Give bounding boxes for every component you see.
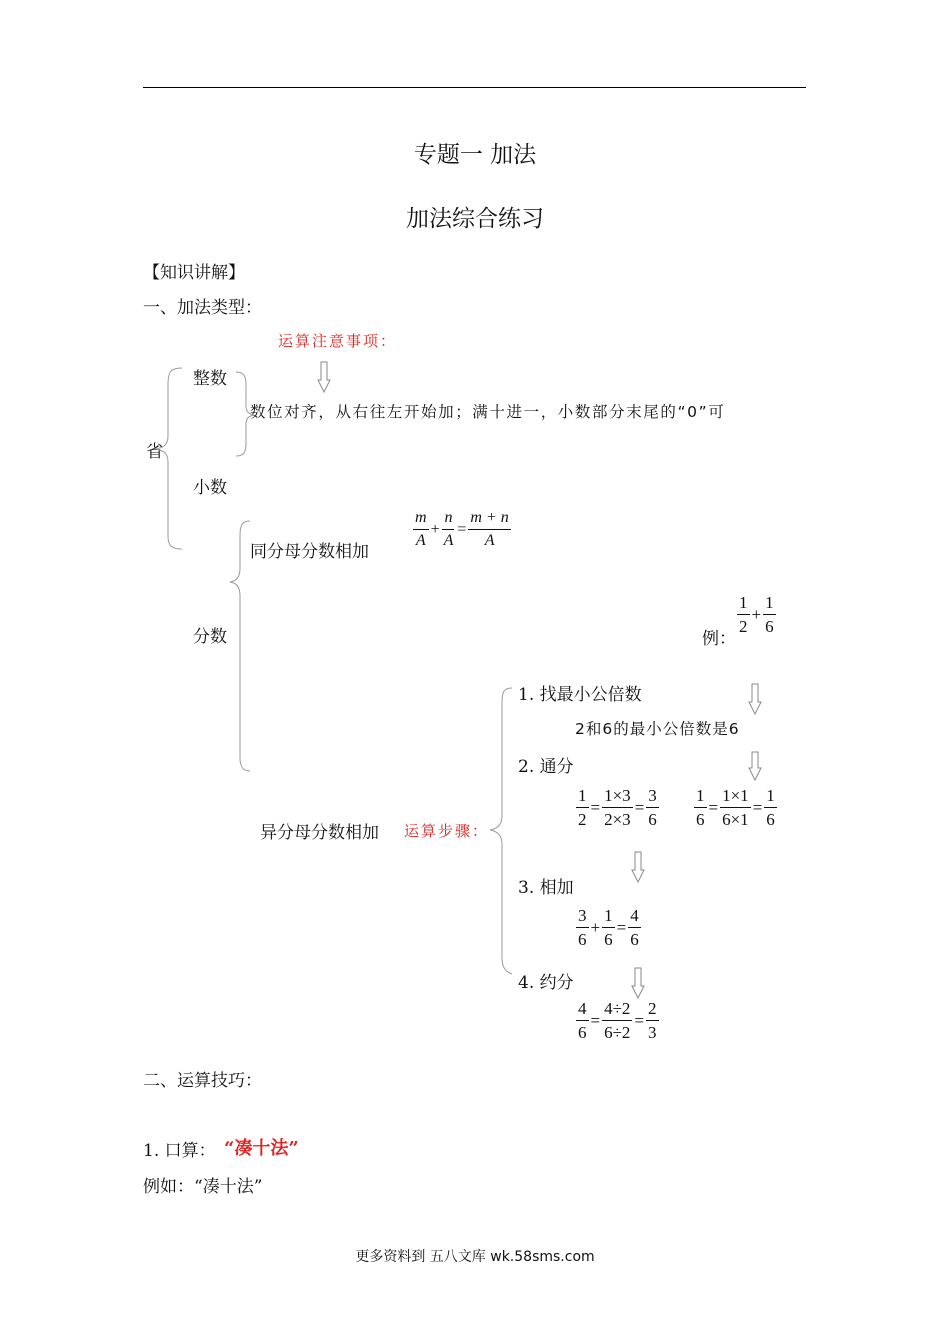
eq4-equals-1: = xyxy=(590,1010,601,1030)
eq2-b-den: 6×1 xyxy=(722,810,749,829)
formula-b-den: A xyxy=(443,532,454,549)
formula-a-num: m xyxy=(413,510,429,530)
eq3-b-den: 6 xyxy=(604,930,613,949)
step4-label: 4. 约分 xyxy=(518,973,574,993)
eq4-equals-2: = xyxy=(634,1010,645,1030)
eq1-equals-1: = xyxy=(590,797,601,817)
rule-text: 数位对齐，从右往左开始加；满十进一，小数部分末尾的“0”可 xyxy=(250,403,726,421)
omit-label: 省 xyxy=(146,442,163,462)
formula-equals: = xyxy=(457,520,467,538)
oral-calc-method: “凑十法” xyxy=(224,1138,299,1159)
formula-plus: + xyxy=(430,520,440,538)
eq3-a-den: 6 xyxy=(578,930,587,949)
heading-techniques: 二、运算技巧： xyxy=(143,1071,262,1091)
eq3-equals: = xyxy=(616,917,627,937)
fraction-brace xyxy=(230,521,250,771)
main-brace xyxy=(155,368,182,549)
example-plus: + xyxy=(751,604,762,624)
eq2-equals-2: = xyxy=(752,797,763,817)
eq3-a-num: 3 xyxy=(576,907,589,928)
eq1-b-num: 1×3 xyxy=(602,787,633,808)
step3-label: 3. 相加 xyxy=(518,878,574,898)
step1-detail: 2和6的最小公倍数是6 xyxy=(575,720,740,738)
eq4-a-den: 6 xyxy=(578,1023,587,1042)
arrow-down-icon xyxy=(749,684,761,714)
eq4-a-num: 4 xyxy=(576,1000,589,1021)
example-label: 例： xyxy=(702,629,736,649)
footer-note: 更多资料到 五八文库 wk.58sms.com xyxy=(355,1249,595,1265)
eq1-a-den: 2 xyxy=(578,810,587,829)
arrow-down-icon xyxy=(632,852,644,882)
page-subtitle: 加法综合练习 xyxy=(406,206,544,232)
eq4-c-den: 3 xyxy=(648,1023,657,1042)
eq4-b-num: 4÷2 xyxy=(602,1000,632,1021)
oral-calc-label: 1. 口算： xyxy=(143,1141,216,1161)
eq2-a-den: 6 xyxy=(696,810,705,829)
formula-a-den: A xyxy=(415,532,426,549)
eq3-plus: + xyxy=(590,917,601,937)
arrow-down-icon xyxy=(749,752,761,780)
steps-brace xyxy=(490,688,512,974)
eq4-c-num: 2 xyxy=(646,1000,659,1021)
example-b-den: 6 xyxy=(765,617,774,636)
formula-b-num: n xyxy=(442,510,454,530)
eq2-b-num: 1×1 xyxy=(720,787,751,808)
steps-label: 运算步骤： xyxy=(404,822,490,840)
eq1-b-den: 2×3 xyxy=(604,810,631,829)
different-denominator-label: 异分母分数相加 xyxy=(260,823,379,843)
fraction-label: 分数 xyxy=(193,627,227,647)
page-title: 专题一 加法 xyxy=(413,142,537,168)
note-label: 运算注意事项： xyxy=(278,332,398,350)
example-b-num: 1 xyxy=(763,594,776,615)
integer-label: 整数 xyxy=(193,369,227,389)
eq3-b-num: 1 xyxy=(602,907,615,928)
eq1-equals-2: = xyxy=(634,797,645,817)
eq3-c-den: 6 xyxy=(630,930,639,949)
formula-r-num: m + n xyxy=(468,510,510,530)
eq2-a-num: 1 xyxy=(694,787,707,808)
eq2-c-den: 6 xyxy=(766,810,775,829)
heading-addition-types: 一、加法类型： xyxy=(143,298,262,318)
eq4-b-den: 6÷2 xyxy=(604,1023,631,1042)
step2-label: 2. 通分 xyxy=(518,757,574,777)
eq1-c-num: 3 xyxy=(646,787,659,808)
decimal-label: 小数 xyxy=(193,478,227,498)
example-a-den: 2 xyxy=(739,617,748,636)
eq2-equals-1: = xyxy=(708,797,719,817)
arrow-down-icon xyxy=(318,362,330,392)
step1-label: 1. 找最小公倍数 xyxy=(518,685,642,705)
eq1-a-num: 1 xyxy=(576,787,589,808)
integer-decimal-brace xyxy=(236,372,254,456)
section-tag: 【知识讲解】 xyxy=(143,263,245,283)
example-line: 例如：“凑十法” xyxy=(143,1177,263,1197)
eq3-c-num: 4 xyxy=(628,907,641,928)
example-a-num: 1 xyxy=(737,594,750,615)
eq1-c-den: 6 xyxy=(648,810,657,829)
eq2-c-num: 1 xyxy=(764,787,777,808)
arrow-down-icon xyxy=(632,968,644,998)
same-denominator-label: 同分母分数相加 xyxy=(250,542,369,562)
formula-r-den: A xyxy=(484,532,495,549)
